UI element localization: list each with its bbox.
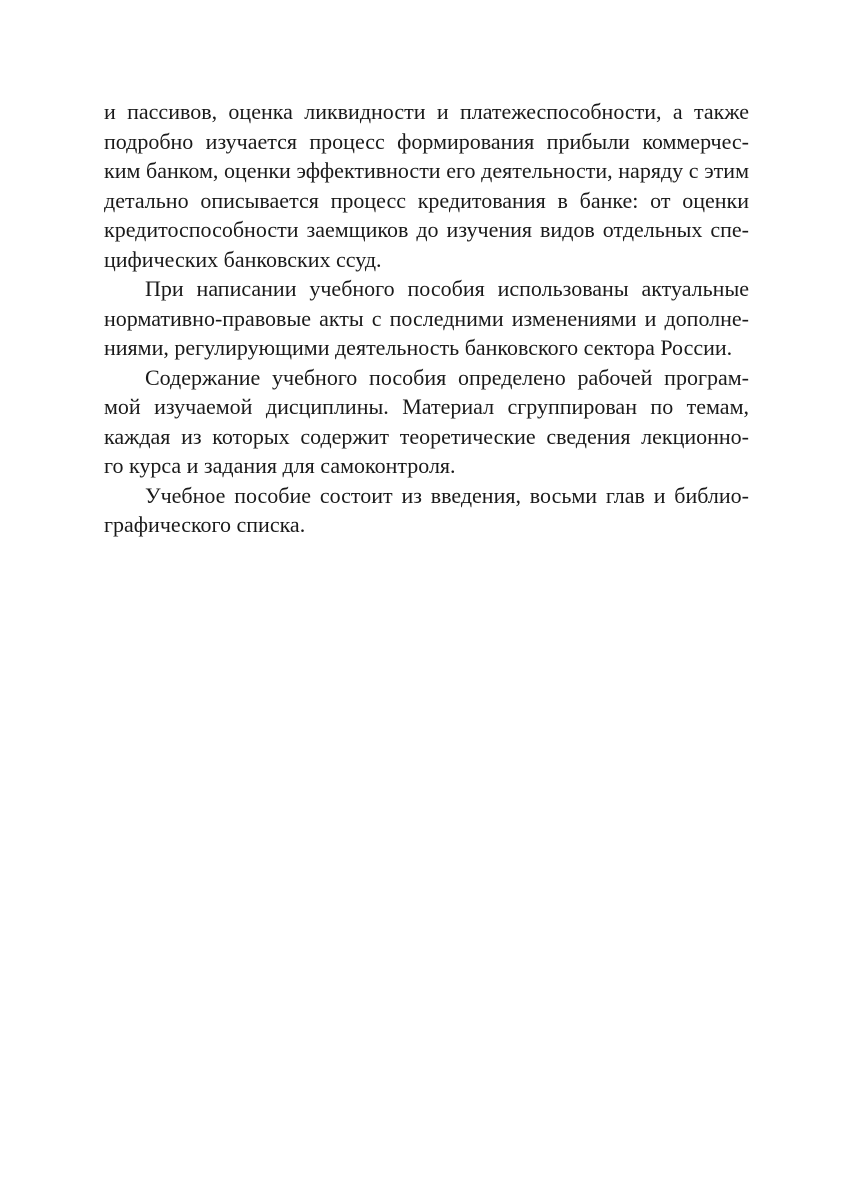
text-line: го курса и задания для самоконтроля. <box>104 453 456 478</box>
text-line: Содержание учебного пособия определено рабочей програм- <box>145 364 749 390</box>
text-line: кредитоспособности заемщиков до изучения видов отдельных спе- <box>104 217 749 242</box>
text-line: При написании учебного пособия использованы актуальные <box>145 276 749 301</box>
body-text <box>104 97 749 540</box>
paragraph-1 <box>104 97 749 274</box>
text-line: и пассивов, оценка ликвидности и платежеспособности, а также <box>104 99 749 124</box>
text-line: графического списка. <box>104 512 306 537</box>
paragraph-4 <box>104 481 749 540</box>
paragraph-3 <box>104 363 749 481</box>
text-line: подробно изучается процесс формирования прибыли коммерчес- <box>104 128 749 154</box>
paragraph-2 <box>104 274 749 363</box>
text-line: ниями, регулирующими деятельность банковского сектора России. <box>104 335 733 360</box>
text-line: нормативно-правовые акты с последними изменениями и дополне- <box>104 305 749 331</box>
text-line: каждая из которых содержит теоретические сведения лекционно- <box>104 423 749 449</box>
text-line: детально описывается процесс кредитования в банке: от оценки <box>104 187 749 213</box>
text-line: мой изучаемой дисциплины. Материал сгруппирован по темам, <box>104 394 749 419</box>
text-line: цифических банковских ссуд. <box>104 246 382 272</box>
text-line: Учебное пособие состоит из введения, восьми глав и библио- <box>145 482 749 508</box>
text-line: ким банком, оценки эффективности его деятельности, наряду с этим <box>104 158 749 183</box>
